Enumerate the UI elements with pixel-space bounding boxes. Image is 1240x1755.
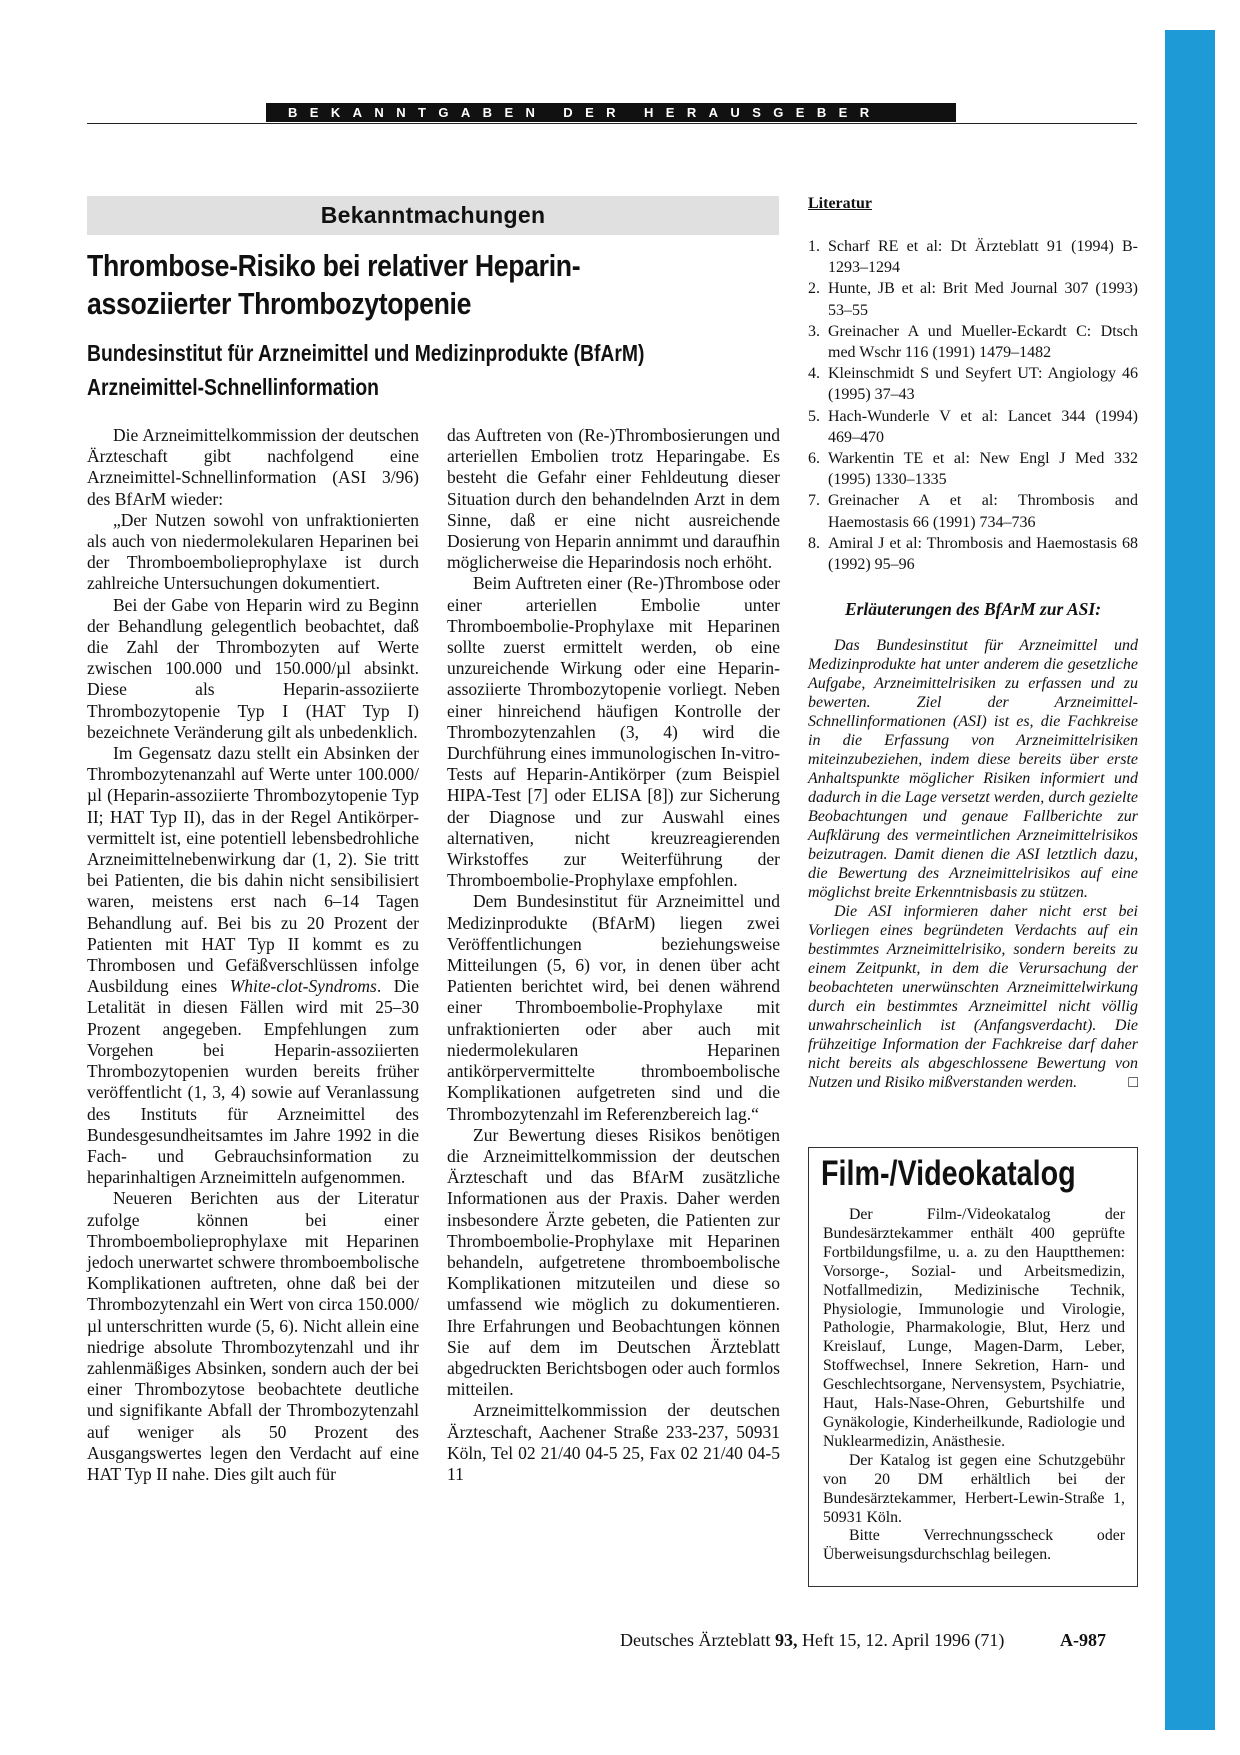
paragraph: Zur Bewertung dieses Risikos benötigen die Arzneimittelkommission der deutschen Ärzteschaft und das BfArM zusätzliche Informationen aus der Praxis. Daher werden insbesondere Ärzte gebeten, die Patienten zur Thromboembolie-Prophylaxe mit Heparinen behandeln, aufgetretene thromboembolische Komplikationen mitzuteilen und diese so umfassend wie möglich zu dokumentieren. Ihre Erfahrungen und Beobachtungen können Sie auf dem im Deutschen Ärzteblatt abgedruckten Berichtsbogen oder auch formlos mitteilen. [447, 1124, 780, 1400]
page-number: A-987 [1060, 1630, 1106, 1650]
article-headline [87, 247, 689, 323]
rubric-header: BEKANNTGABEN DER HERAUSGEBER [266, 103, 956, 122]
reference-number: 6. [808, 450, 820, 468]
paragraph: Dem Bundesinstitut für Arzneimittel und Medizinprodukte (BfArM) liegen zwei Veröffentlichungen beziehungsweise Mitteilungen (5, 6) vor, in denen über acht Patienten berichtet wird, bei denen während einer Thromboembolie-Prophylaxe mit unfraktionierten oder aber auch mit niedermolekularen Heparinen antikörpervermittelte thromboembolische Komplikationen aufgetreten sind und die Thrombozytenzahl im Referenzbereich lag.“ [447, 891, 780, 1124]
reference-number: 7. [808, 492, 820, 510]
references-list [808, 236, 1138, 575]
paragraph: „Der Nutzen sowohl von unfraktionierten als auch von niedermolekularen Heparinen bei der Thromboembolieprophylaxe ist durch zahlreiche Untersuchungen dokumentiert. [87, 509, 419, 594]
reference-text: Greinacher A und Mueller-Eckardt C: Dtsch med Wschr 116 (1991) 1479–1482 [828, 322, 1138, 362]
reference-item [808, 448, 1138, 490]
reference-item [808, 278, 1138, 320]
journal-name: Deutsches Ärzteblatt [620, 1630, 771, 1650]
reference-number: 4. [808, 365, 820, 383]
headline-line-2: assoziierter Thrombozytopenie [87, 286, 472, 321]
explanations-title: Erläuterungen des BfArM zur ASI: [844, 599, 1102, 619]
reference-text: Greinacher A et al: Thrombosis and Haemostasis 66 (1991) 734–736 [828, 492, 1138, 531]
paragraph-text: Die ASI informieren daher nicht erst bei Vorliegen eines begründeten Verdachts auf ein bestimmtes Arzneimittelrisiko, sondern bereits zu einem Zeitpunkt, in dem die Verursachung der beobachteten unerwünschten Arzneimittelwirkung durch ein bestimmtes Arzneimittel nicht völlig unwahrscheinlich ist (Anfangsverdacht). Die frühzeitige Information der Fachkreise darf daher nicht bereits als abgeschlossene Bewertung von Nutzen und Risiko mißverstanden werden. [808, 903, 1138, 1091]
issue-info: Heft 15, 12. April 1996 (71) [801, 1630, 1005, 1650]
paragraph [808, 902, 1138, 1092]
explanations-text [808, 636, 1138, 1092]
paragraph [87, 743, 419, 1188]
reference-number: 2. [808, 280, 820, 298]
reference-item [808, 490, 1138, 532]
paragraph: Die Arzneimittelkommission der deutschen Ärzteschaft gibt nachfolgend eine Arzneimittel-Schnellinformation (ASI 3/96) des BfArM wieder: [87, 425, 419, 509]
end-mark: □ [1128, 1074, 1138, 1091]
header-rule [87, 123, 1137, 124]
reference-text: Hunte, JB et al: Brit Med Journal 307 (1993) 53–55 [828, 280, 1138, 319]
volume-number: 93, [774, 1630, 798, 1650]
reference-text: Amiral J et al: Thrombosis and Haemostasis 68 (1992) 95–96 [828, 534, 1138, 574]
paragraph: das Auftreten von (Re-)Thrombosierungen und arteriellen Embolien trotz Heparingabe. Es besteht die Gefahr einer Fehldeutung dieser Situation durch den behandelnden Arzt in dem Sinne, daß er eine nicht ausreichende Dosierung von Heparin annimmt und daraufhin möglicherweise die Heparindosis noch erhöht. [447, 425, 780, 573]
reference-number: 5. [808, 407, 820, 425]
paragraph: Bitte Verrechnungsscheck oder Überweisungsdurchschlag beilegen. [823, 1527, 1125, 1564]
reference-text: Kleinschmidt S und Seyfert UT: Angiology 46 (1995) 37–43 [828, 365, 1138, 404]
paragraph-text: . Die Letalität in diesen Fällen wird mit 25–30 Prozent angegeben. Empfehlungen zum Vorgehen bei Heparin-assoziierten Thrombozytopenien wurden bereits früher veröffentlicht (1, 3, 4) sowie auf Veranlassung des Instituts für Arzneimittel des Bundesgesundheitsamtes im Jahre 1992 in die Fach- und Gebrauchsinformation zu heparinhaltigen Arzneimitteln aufgenommen. [87, 976, 419, 1188]
reference-text: Warkentin TE et al: New Engl J Med 332 (1995) 1330–1335 [828, 450, 1138, 489]
subhead-line-2: Arzneimittel-Schnellinformation [87, 374, 379, 400]
reference-number: 1. [808, 238, 820, 255]
page-edge-color-bar [1165, 30, 1215, 1730]
body-column-2 [447, 425, 780, 1485]
headline-line-1: Thrombose-Risiko bei relativer Heparin- [87, 248, 581, 283]
paragraph: Beim Auftreten einer (Re-)Thrombose oder einer arteriellen Embolie unter Thromboembolie-Prophylaxe mit Heparinen sollte zuerst ermittelt werden, ob eine unzureichende Wirkung oder eine Heparin-assoziierte Thrombozytopenie vorliegt. Neben einer hinreichend häufigen Kontrolle der Thrombozytenzahlen (3, 4) wird die Durchführung eines immunologischen In-vitro-Tests auf Heparin-Antikörper (zum Beispiel HIPA-Test [7] oder ELISA [8]) zur Sicherung der Diagnose und zur Auswahl eines alternativen, nicht kreuzreagierenden Wirkstoffes zur Weiterführung der Thromboembolie-Prophylaxe empfohlen. [447, 573, 780, 891]
page-footer [620, 1630, 1140, 1651]
reference-item [808, 236, 1138, 278]
emphasis-term: White-clot-Syndroms [229, 976, 377, 997]
paragraph: Der Film-/Videokatalog der Bundesärztekammer enthält 400 geprüfte Fortbildungsfilme, u. a. zu den Hauptthemen: Vorsorge-, Sozial- und Arbeitsmedizin, Notfallmedizin, Medizinische Technik, Physiologie, Immunologie und Virologie, Pathologie, Pharmakologie, Blut, Herz und Kreislauf, Lunge, Magen-Darm, Leber, Stoffwechsel, Innere Sekretion, Harn- und Geschlechtsorgane, Nervensystem, Psychiatrie, Haut, Hals-Nase-Ohren, Geburtshilfe und Gynäkologie, Kinderheilkunde, Radiologie und Nuklearmedizin, Anästhesie. [823, 1206, 1125, 1450]
subhead-line-1: Bundesinstitut für Arzneimittel und Medizinprodukte (BfArM) [87, 340, 645, 366]
reference-number: 8. [808, 534, 820, 552]
reference-item [808, 406, 1138, 448]
film-catalog-title: Film-/Videokatalog [821, 1154, 1076, 1193]
article-subhead [87, 336, 675, 404]
paragraph-text: Im Gegensatz dazu stellt ein Absinken der Thrombozytenanzahl auf Werte unter 100.000/µl (Heparin-assoziierte Thrombozytopenie Typ II; HAT Typ II), das in der Regel Antikörper-vermittelt ist, eine potentiell lebensbedrohliche Arzneimittelnebenwirkung dar (1, 2). Sie tritt bei Patienten, die bis dahin nicht sensibilisiert waren, meistens erst nach 6–14 Tagen Behandlung auf. Bei bis zu 20 Prozent der Patienten mit HAT Typ II kommt es zu Thrombosen und Gefäßverschlüssen infolge Ausbildung eines [87, 743, 419, 997]
reference-text: Hach-Wunderle V et al: Lancet 344 (1994) 469–470 [828, 407, 1138, 446]
reference-text: Scharf RE et al: Dt Ärzteblatt 91 (1994) B-1293–1294 [828, 238, 1138, 277]
paragraph: Arzneimittelkommission der deutschen Ärzteschaft, Aachener Straße 233-237, 50931 Köln, Tel 02 21/40 04-5 25, Fax 02 21/40 04-5 11 [447, 1400, 780, 1484]
film-catalog-text [823, 1206, 1125, 1565]
reference-item [808, 533, 1138, 575]
body-column-1 [87, 425, 419, 1485]
reference-number: 3. [808, 322, 820, 340]
paragraph: Bei der Gabe von Heparin wird zu Beginn der Behandlung gelegentlich beobachtet, daß die Zahl der Thrombozyten auf Werte zwischen 100.000 und 150.000/µl absinkt. Diese als Heparin-assoziierte Thrombozytopenie Typ I (HAT Typ I) bezeichnete Veränderung gilt als unbedenklich. [87, 594, 419, 742]
reference-item [808, 321, 1138, 363]
section-label: Bekanntmachungen [87, 196, 779, 235]
references-title: Literatur [808, 195, 872, 212]
paragraph: Neueren Berichten aus der Literatur zufolge können bei einer Thromboembolieprophylaxe mit Heparinen jedoch unerwartet schwere thromboembolische Komplikationen auftreten, ohne daß bei der Thrombozytenzahl ein Wert von circa 150.000/µl unterschritten wurde (5, 6). Nicht allein eine niedrige absolute Thrombozytenzahl und ihr zahlenmäßiges Absinken, sondern auch der bei einer Thrombozytose beobachtete deutliche und signifikante Abfall der Thrombozytenzahl auf weniger als 50 Prozent des Ausgangswertes legen den Verdacht auf eine HAT Typ II nahe. Dies gilt auch für [87, 1188, 419, 1484]
paragraph: Der Katalog ist gegen eine Schutzgebühr von 20 DM erhältlich bei der Bundesärztekammer, Herbert-Lewin-Straße 1, 50931 Köln. [823, 1451, 1125, 1526]
reference-item [808, 363, 1138, 405]
film-catalog-box [808, 1147, 1138, 1587]
paragraph: Das Bundesinstitut für Arzneimittel und Medizinprodukte hat unter anderem die gesetzliche Aufgabe, Arzneimittelrisiken zu erfassen und zu bewerten. Ziel der Arzneimittel-Schnellinformationen (ASI) ist es, die Fachkreise in die Erfassung von Arzneimittelrisiken miteinzubeziehen, indem diese bereits über erste Anhaltspunkte möglicher Risiken informiert und dadurch in die Lage versetzt werden, durch gezielte Beobachtungen und genaue Fallberichte zur Aufklärung des vermeintlichen Arzneimittelrisikos beizutragen. Damit dienen die ASI letztlich dazu, die Bewertung des Arzneimittelrisikos auf eine möglichst breite Erkenntnisbasis zu stützen. [808, 637, 1138, 901]
